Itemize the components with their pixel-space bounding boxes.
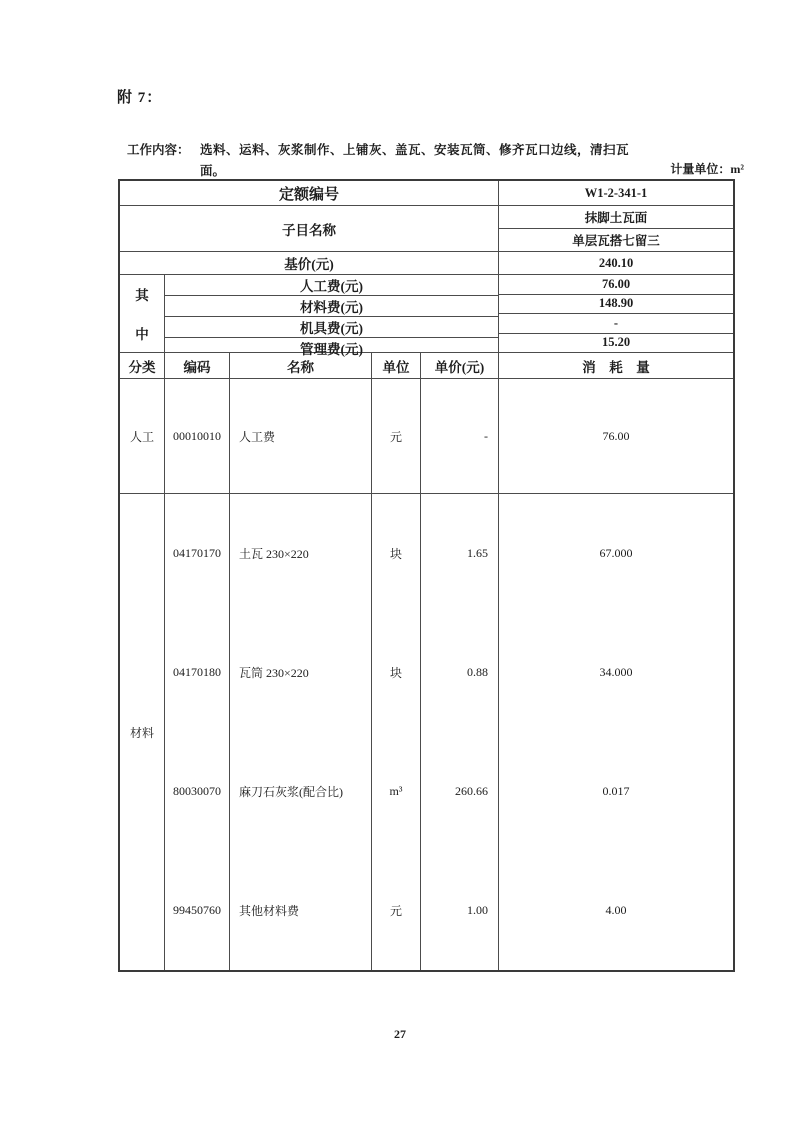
labor-name: 人工费 xyxy=(229,379,371,493)
measure-unit-label: 计量单位：m² xyxy=(670,162,744,176)
material-code: 04170170 xyxy=(173,546,221,560)
fee-value: 15.20 xyxy=(499,333,733,353)
subitem-value-1: 抹脚土瓦面 xyxy=(584,211,648,225)
quota-table xyxy=(118,179,735,972)
subitem-value-2: 单层瓦搭七留三 xyxy=(499,228,733,251)
labor-unit: 元 xyxy=(371,379,420,493)
subitem-values xyxy=(498,206,733,251)
col-header-price: 单价(元) xyxy=(420,353,498,378)
material-consumption: 0.017 xyxy=(602,784,630,798)
material-consumption: 67.000 xyxy=(599,546,633,560)
col-header-consumption: 消 耗 量 xyxy=(498,353,733,378)
fee-label: 人工费(元) xyxy=(300,279,363,294)
table-row xyxy=(120,181,733,205)
col-header-name: 名称 xyxy=(229,353,371,378)
material-price: 260.66 xyxy=(455,784,488,798)
column-header-row xyxy=(120,352,733,378)
work-content-label: 工作内容： xyxy=(127,143,190,157)
fee-labels xyxy=(164,275,498,357)
material-unit: m³ xyxy=(389,784,403,798)
attachment-label: 附 7： xyxy=(117,90,163,106)
material-name: 瓦筒 230×220 xyxy=(239,666,309,680)
fee-label: 材料费(元) xyxy=(165,295,498,316)
material-codes xyxy=(164,494,229,970)
among-label xyxy=(120,275,164,352)
material-unit: 块 xyxy=(389,666,402,680)
fee-label: 管理费(元) xyxy=(165,337,498,358)
work-content-line1: 选料、运料、灰浆制作、上铺灰、盖瓦、安装瓦筒、修齐瓦口边线，清扫瓦 xyxy=(200,143,630,157)
page-number: 27 xyxy=(394,1027,406,1041)
labor-row xyxy=(120,378,733,493)
material-category: 材料 xyxy=(129,725,154,740)
base-price-label: 基价(元) xyxy=(284,257,334,272)
fee-value: 148.90 xyxy=(499,294,733,314)
col-header-code: 编码 xyxy=(164,353,229,378)
material-price: 0.88 xyxy=(467,665,488,679)
material-name: 其他材料费 xyxy=(239,904,300,918)
material-name: 麻刀石灰浆(配合比) xyxy=(239,785,343,799)
labor-consumption: 76.00 xyxy=(498,379,733,493)
fee-value: - xyxy=(499,313,733,333)
material-price: 1.65 xyxy=(467,546,488,560)
fee-value: 76.00 xyxy=(601,276,631,291)
fee-label: 机具费(元) xyxy=(165,316,498,337)
material-section xyxy=(120,493,733,970)
material-price: 1.00 xyxy=(467,903,488,917)
fee-values xyxy=(498,275,733,352)
fee-group xyxy=(120,274,733,357)
col-header-category: 分类 xyxy=(128,359,156,375)
work-content-line2: 面。 xyxy=(200,164,226,178)
material-code: 99450760 xyxy=(173,903,221,917)
material-name: 土瓦 230×220 xyxy=(239,547,309,561)
material-names xyxy=(229,494,371,970)
among-char-2: 中 xyxy=(135,326,149,342)
quota-no-value: W1-2-341-1 xyxy=(498,181,733,205)
base-price-value: 240.10 xyxy=(498,252,733,274)
labor-code: 00010010 xyxy=(164,379,229,493)
table-row xyxy=(120,205,733,251)
subitem-label: 子目名称 xyxy=(282,222,336,238)
labor-category: 人工 xyxy=(129,429,154,444)
among-char-1: 其 xyxy=(135,288,149,304)
col-header-unit: 单位 xyxy=(371,353,420,378)
material-consumption: 4.00 xyxy=(605,903,627,917)
material-consumption: 34.000 xyxy=(599,665,633,679)
material-consumptions xyxy=(498,494,733,970)
material-units xyxy=(371,494,420,970)
material-unit: 元 xyxy=(389,904,402,918)
material-code: 80030070 xyxy=(173,784,221,798)
material-unit: 块 xyxy=(389,547,402,561)
material-prices xyxy=(420,494,498,970)
table-row xyxy=(120,251,733,274)
quota-no-label: 定额编号 xyxy=(278,186,339,203)
material-code: 04170180 xyxy=(173,665,221,679)
labor-price: - xyxy=(420,379,498,493)
